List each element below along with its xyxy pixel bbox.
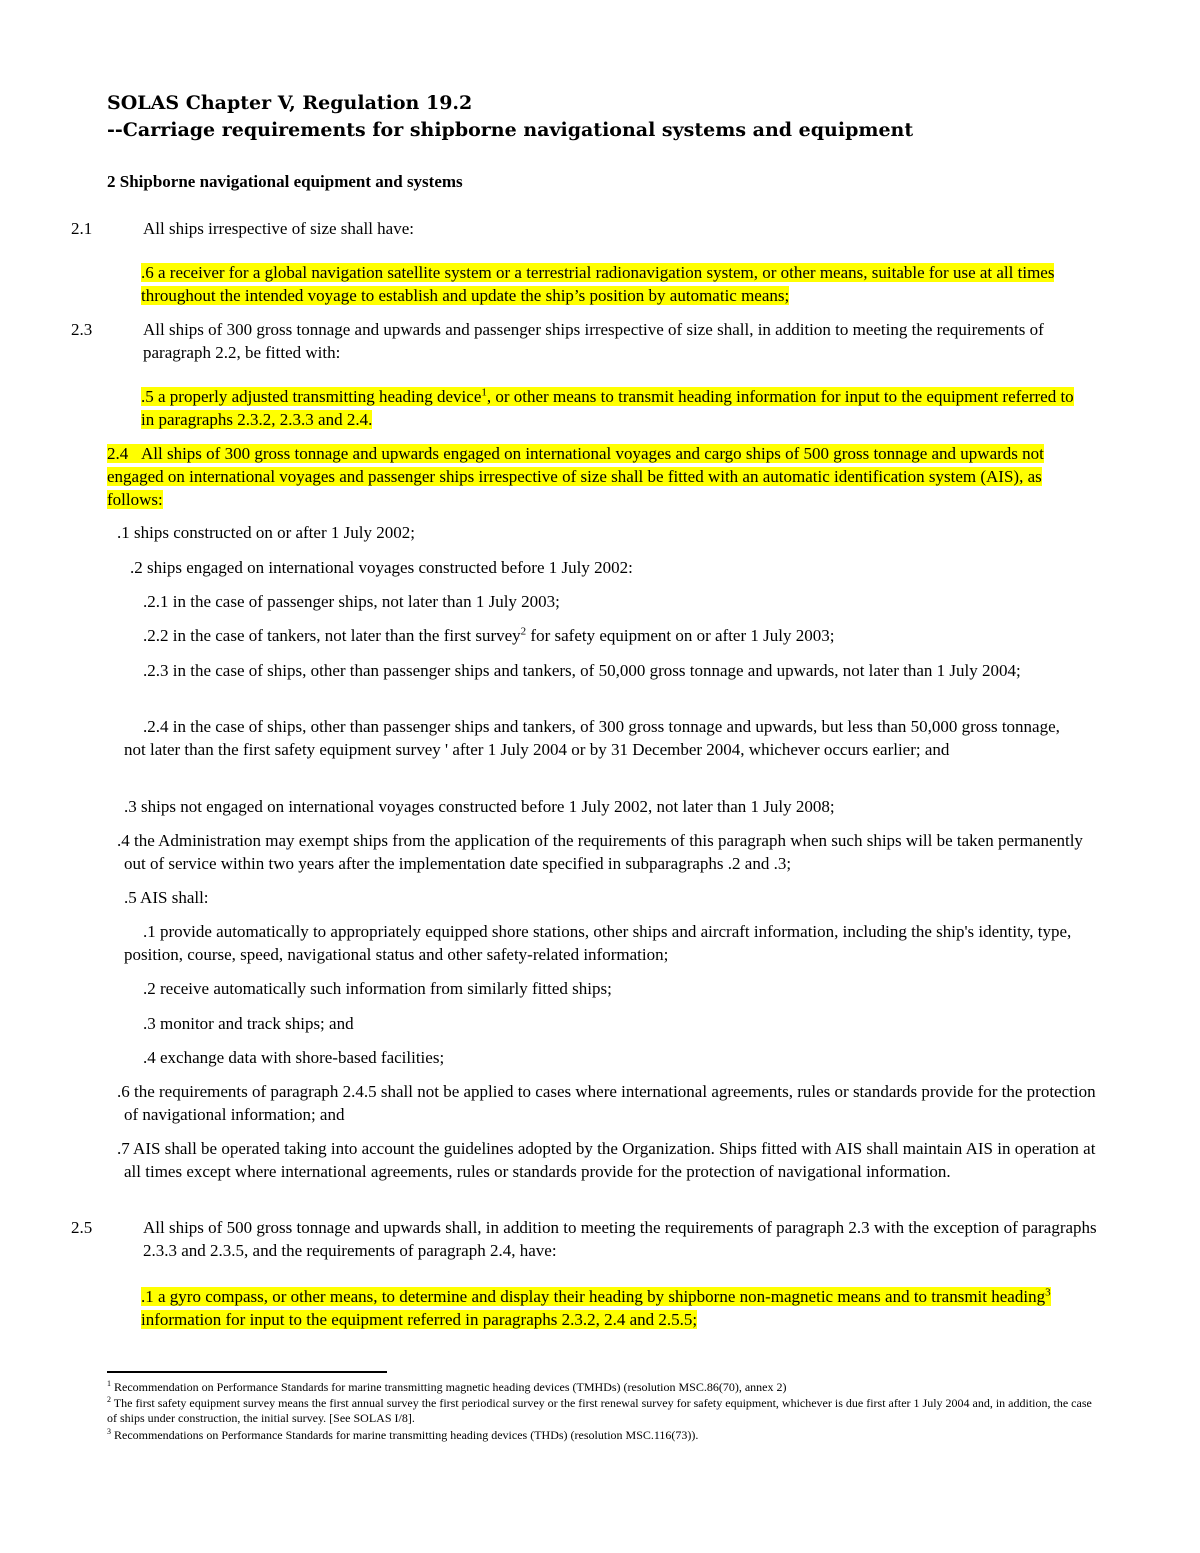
paragraph-text-part: .5 a properly adjusted transmitting heading device (141, 387, 482, 406)
highlighted-text (107, 444, 1044, 509)
paragraph-2-4-5-2: .2 receive automatically such information from similarly fitted ships; (143, 979, 612, 998)
paragraph-number: 2.4 (107, 444, 129, 463)
paragraph-2-4-2-1: .2.1 in the case of passenger ships, not later than 1 July 2003; (143, 592, 560, 611)
paragraph-number: 2.3 (71, 320, 93, 339)
paragraph-2-4-5: .5 AIS shall: (124, 888, 209, 907)
paragraph-2-4-1: .1 ships constructed on or after 1 July 2002; (117, 523, 415, 542)
paragraph-text: All ships of 300 gross tonnage and upwards and passenger ships irrespective of size shall, in addition to meeting the requirements of paragraph 2.2, be fitted with: (143, 320, 1044, 362)
footnote-ref[interactable]: 1 (481, 386, 487, 399)
paragraph-2-3 (71, 318, 1113, 364)
footnote-text: The first safety equipment survey means the first annual survey the first periodical survey or the first renewal survey for safety equipment, whichever is due first after 1 July 2004 and, in addition, the case of ships under construction, the initial survey. [See SOLAS I/8]. (107, 1396, 1092, 1425)
footnote-2 (107, 1396, 1097, 1426)
highlighted-text (141, 1287, 1051, 1329)
paragraph-2-4 (107, 442, 1097, 511)
paragraph-2-1 (71, 217, 1113, 240)
footnote-1 (107, 1380, 1097, 1395)
paragraph-2-3-5 (141, 385, 1081, 431)
paragraph-2-4-5-1: .1 provide automatically to appropriately equipped shore stations, other ships and aircraft information, including the ship's identity, type, position, course, speed, navigational status and other safety-related information; (124, 922, 1072, 964)
paragraph-2-4-2-3: .2.3 in the case of ships, other than passenger ships and tankers, of 50,000 gross tonnage and upwards, not later than 1 July 2004; (143, 661, 1021, 680)
footnote-mark: 1 (107, 1379, 111, 1388)
footnote-text: Recommendations on Performance Standards for marine transmitting heading devices (THDs) (resolution MSC.116(73)). (111, 1428, 699, 1442)
highlighted-text: .6 a receiver for a global navigation satellite system or a terrestrial radionavigation system, or other means, suitable for use at all times throughout the intended voyage to establish and update the ship’s position by automatic means; (141, 263, 1055, 305)
section-heading: 2 Shipborne navigational equipment and systems (107, 172, 463, 191)
footnote-text: Recommendation on Performance Standards for marine transmitting magnetic heading devices (TMHDs) (resolution MSC.86(70), annex 2) (111, 1380, 787, 1394)
paragraph-2-5-1 (141, 1285, 1081, 1331)
paragraph-2-4-5-4: .4 exchange data with shore-based facilities; (143, 1048, 445, 1067)
paragraph-text: All ships of 300 gross tonnage and upwards engaged on international voyages and cargo ships of 500 gross tonnage and upwards not engaged on international voyages and passenger ships irrespective of size shall be fitted with an automatic identification system (AIS), as follows: (107, 444, 1044, 509)
footnote-mark: 2 (107, 1395, 111, 1404)
footnote-3 (107, 1428, 1097, 1443)
paragraph-2-5 (71, 1216, 1113, 1262)
footnote-mark: 3 (107, 1427, 111, 1436)
document-subtitle: --Carriage requirements for shipborne navigational systems and equipment (107, 119, 914, 141)
paragraph-text: All ships of 500 gross tonnage and upwards shall, in addition to meeting the requirements of paragraph 2.3 with the exception of paragraphs 2.3.3 and 2.3.5, and the requirements of paragraph 2.4, have: (143, 1218, 1097, 1260)
highlighted-text (141, 387, 1074, 429)
paragraph-2-4-2-2 (143, 624, 1097, 647)
paragraph-2-4-4: .4 the Administration may exempt ships from the application of the requirements of this paragraph when such ships will be taken permanently out of service within two years after the implementation date specified in subparagraphs .2 and .3; (117, 831, 1083, 873)
footnote-ref[interactable]: 3 (1045, 1286, 1051, 1299)
paragraph-text-part: .2.2 in the case of tankers, not later than the first survey (143, 626, 521, 645)
paragraph-2-1-6 (141, 261, 1081, 307)
paragraph-2-4-7: .7 AIS shall be operated taking into account the guidelines adopted by the Organization. Ships fitted with AIS shall maintain AIS in operation at all times except where international agreements, rules or standards provide for the protection of navigational information. (117, 1139, 1096, 1181)
paragraph-2-4-3: .3 ships not engaged on international voyages constructed before 1 July 2002, not later than 1 July 2008; (124, 797, 835, 816)
document-title: SOLAS Chapter V, Regulation 19.2 (107, 92, 473, 114)
paragraph-2-4-2: .2 ships engaged on international voyages constructed before 1 July 2002: (130, 558, 633, 577)
paragraph-2-4-6: .6 the requirements of paragraph 2.4.5 shall not be applied to cases where international agreements, rules or standards provide for the protection of navigational information; and (117, 1082, 1096, 1124)
paragraph-number: 2.5 (71, 1218, 93, 1237)
paragraph-2-4-2-4: .2.4 in the case of ships, other than passenger ships and tankers, of 300 gross tonnage and upwards, but less than 50,000 gross tonnage, not later than the first safety equipment survey ' after 1 July 2004 or by 31 December 2004, whichever occurs earlier; and (124, 717, 1060, 759)
paragraph-text-part: .1 a gyro compass, or other means, to determine and display their heading by shipborne non-magnetic means and to transmit heading (141, 1287, 1046, 1306)
paragraph-text-part: for safety equipment on or after 1 July 2003; (526, 626, 835, 645)
footnote-ref[interactable]: 2 (520, 625, 527, 638)
paragraph-2-4-5-3: .3 monitor and track ships; and (143, 1014, 354, 1033)
paragraph-text-part: , or other means to transmit heading information for input to the equipment referred to in paragraphs 2.3.2, 2.3.3 and 2.4. (141, 387, 1074, 429)
footnote-separator (107, 1371, 387, 1373)
paragraph-text-part: information for input to the equipment referred in paragraphs 2.3.2, 2.4 and 2.5.5; (141, 1310, 698, 1329)
paragraph-text: All ships irrespective of size shall have: (143, 219, 414, 238)
paragraph-number: 2.1 (71, 219, 93, 238)
